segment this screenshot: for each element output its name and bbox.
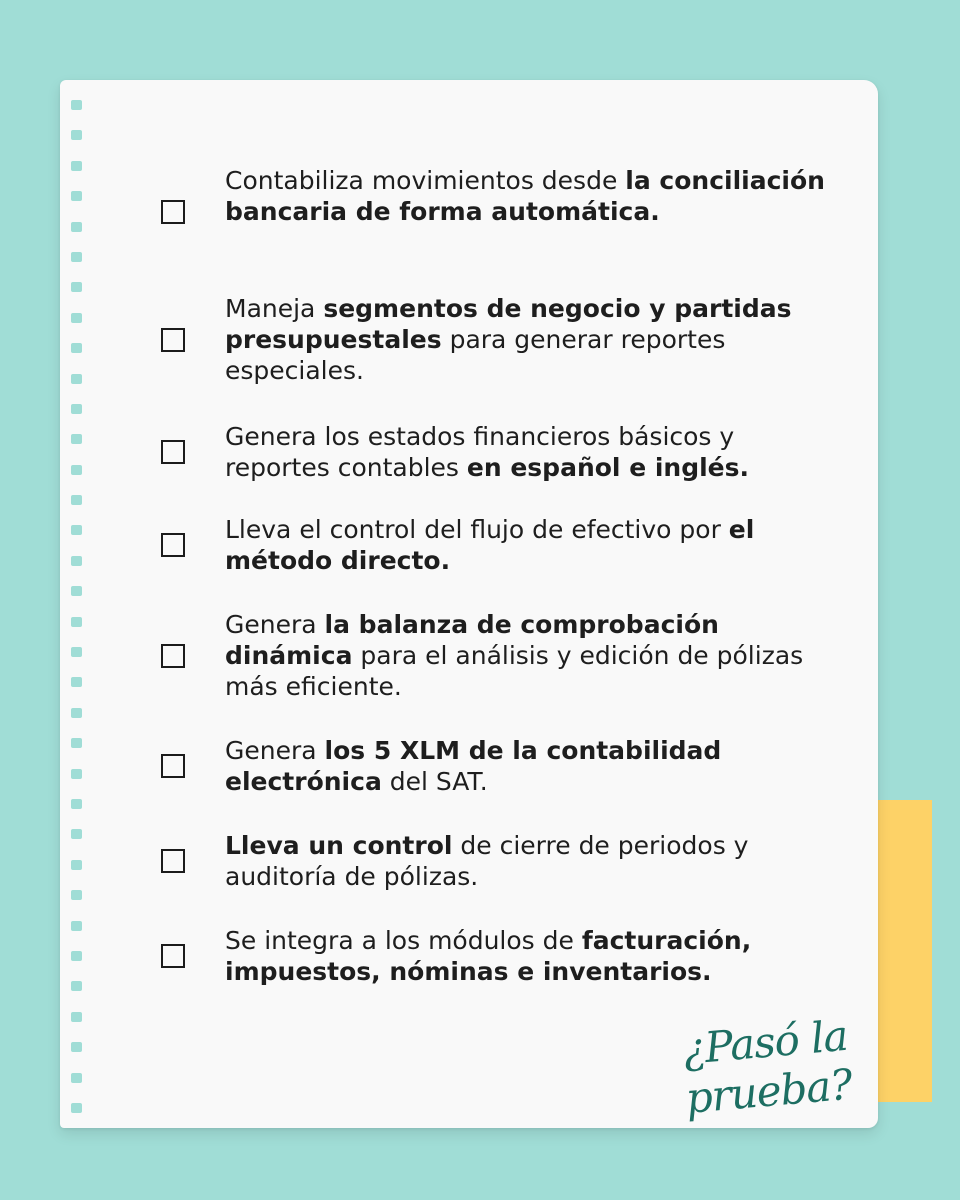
binder-hole-icon — [71, 586, 82, 596]
body-text: Genera — [225, 736, 325, 765]
binder-hole-icon — [71, 282, 82, 292]
checkbox-icon[interactable] — [161, 440, 185, 464]
body-text: Genera los estados financieros básicos y reportes contables — [225, 422, 735, 482]
binder-hole-icon — [71, 495, 82, 505]
binder-hole-icon — [71, 829, 82, 839]
highlight-text: Lleva un control — [225, 831, 453, 860]
binder-hole-icon — [71, 404, 82, 414]
checklist-item-text — [225, 830, 825, 892]
body-text: para generar reportes especiales. — [225, 325, 726, 385]
binder-hole-icon — [71, 465, 82, 475]
binder-hole-icon — [71, 1073, 82, 1083]
body-text: Lleva el control del flujo de efectivo por — [225, 515, 729, 544]
highlight-text: segmentos de negocio y partidas presupuestales — [225, 294, 792, 354]
sticky-note — [878, 800, 932, 1102]
body-text: Se integra a los módulos de — [225, 926, 582, 955]
binder-hole-icon — [71, 617, 82, 627]
binder-hole-icon — [71, 799, 82, 809]
body-text: de cierre de periodos y auditoría de pólizas. — [225, 831, 749, 891]
binder-hole-icon — [71, 708, 82, 718]
binder-hole-icon — [71, 222, 82, 232]
binder-hole-icon — [71, 556, 82, 566]
checkbox-icon[interactable] — [161, 644, 185, 668]
binder-holes — [71, 100, 85, 1133]
binder-hole-icon — [71, 100, 82, 110]
checklist-item-text — [225, 925, 825, 987]
highlight-text: los 5 XLM de la contabilidad electrónica — [225, 736, 722, 796]
closing-question: ¿Pasó la prueba? — [681, 1010, 854, 1123]
body-text: para el análisis y edición de pólizas más eficiente. — [225, 641, 804, 701]
highlight-text: el método directo. — [225, 515, 755, 575]
binder-hole-icon — [71, 981, 82, 991]
binder-hole-icon — [71, 161, 82, 171]
checkbox-icon[interactable] — [161, 944, 185, 968]
checkbox-icon[interactable] — [161, 200, 185, 224]
binder-hole-icon — [71, 374, 82, 384]
body-text: Genera — [225, 610, 325, 639]
checklist-item-text — [225, 293, 825, 386]
binder-hole-icon — [71, 313, 82, 323]
checkbox-icon[interactable] — [161, 533, 185, 557]
highlight-text: facturación, impuestos, nóminas e inventarios. — [225, 926, 752, 986]
binder-hole-icon — [71, 1012, 82, 1022]
checkbox-icon[interactable] — [161, 328, 185, 352]
highlight-text: en español e inglés. — [466, 453, 750, 482]
binder-hole-icon — [71, 1042, 82, 1052]
binder-hole-icon — [71, 951, 82, 961]
highlight-text: la conciliación bancaria de forma automática. — [225, 166, 825, 226]
binder-hole-icon — [71, 738, 82, 748]
binder-hole-icon — [71, 769, 82, 779]
checklist-item-text — [225, 421, 825, 483]
body-text: del SAT. — [381, 767, 488, 796]
binder-hole-icon — [71, 525, 82, 535]
binder-hole-icon — [71, 921, 82, 931]
notebook-paper — [60, 80, 878, 1128]
binder-hole-icon — [71, 1103, 82, 1113]
binder-hole-icon — [71, 343, 82, 353]
binder-hole-icon — [71, 647, 82, 657]
checklist-item-text — [225, 735, 825, 797]
body-text: Maneja — [225, 294, 324, 323]
checkbox-icon[interactable] — [161, 849, 185, 873]
binder-hole-icon — [71, 252, 82, 262]
checkbox-icon[interactable] — [161, 754, 185, 778]
checklist-item-text — [225, 514, 825, 576]
highlight-text: la balanza de comprobación dinámica — [225, 610, 719, 670]
binder-hole-icon — [71, 860, 82, 870]
checklist-item-text — [225, 165, 825, 227]
body-text: Contabiliza movimientos desde — [225, 166, 626, 195]
binder-hole-icon — [71, 130, 82, 140]
binder-hole-icon — [71, 677, 82, 687]
checklist-item-text — [225, 609, 825, 702]
binder-hole-icon — [71, 191, 82, 201]
binder-hole-icon — [71, 890, 82, 900]
binder-hole-icon — [71, 434, 82, 444]
